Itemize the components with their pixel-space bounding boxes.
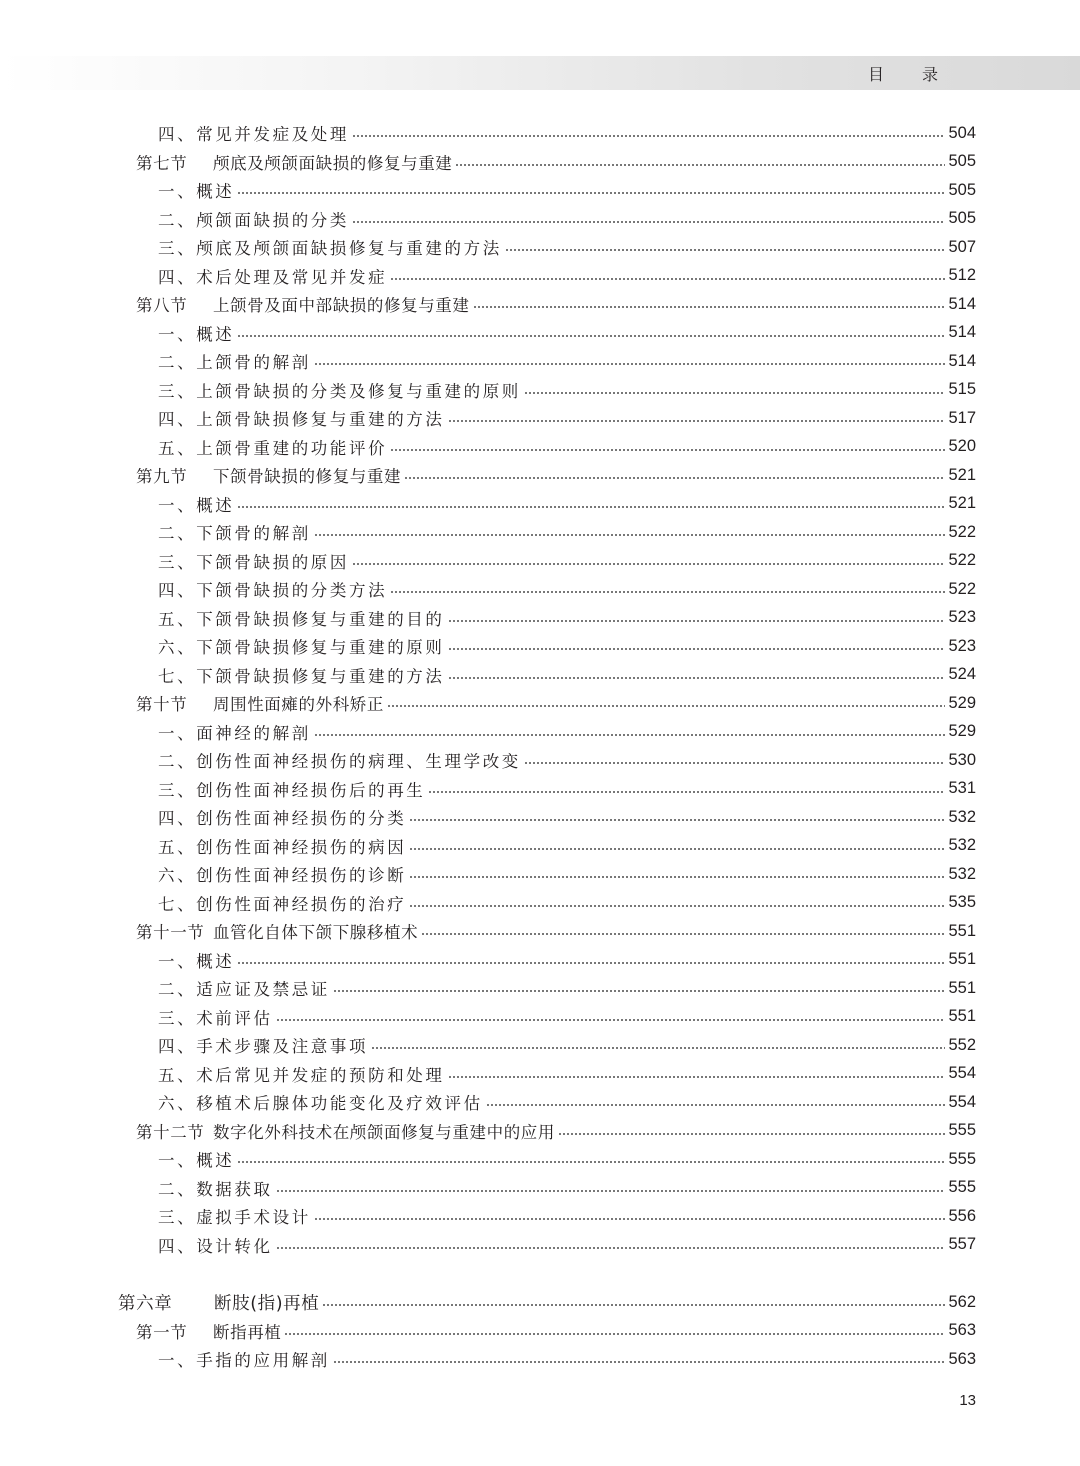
toc-page-number: 514 (948, 294, 976, 313)
toc-entry-title: 六、移植术后腺体功能变化及疗效评估 (158, 1094, 483, 1113)
toc-page-number: 520 (948, 437, 976, 455)
toc-item[interactable] (158, 775, 976, 803)
dot-leader (448, 404, 946, 432)
toc-item[interactable] (158, 746, 976, 774)
dot-leader (448, 632, 946, 660)
toc-entry-title: 二、下颌骨的解剖 (158, 524, 311, 543)
toc-page-number: 521 (948, 465, 976, 484)
toc-entry-title: 六、下颌骨缺损修复与重建的原则 (158, 638, 445, 657)
toc-entry-title: 颅底及颅颌面缺损的修复与重建 (213, 153, 453, 173)
dot-leader (333, 974, 946, 1002)
toc-entry-title: 下颌骨缺损的修复与重建 (213, 467, 402, 486)
toc-page-number: 514 (948, 323, 976, 341)
toc-entry-title: 四、术后处理及常见并发症 (158, 267, 388, 287)
toc-entry-title: 三、上颌骨缺损的分类及修复与重建的原则 (158, 381, 521, 401)
toc-page-number: 551 (948, 978, 976, 997)
dot-leader (387, 689, 945, 717)
toc-item[interactable] (158, 433, 976, 461)
dot-leader (448, 604, 946, 632)
toc-item[interactable] (158, 803, 976, 831)
toc-page-number: 529 (948, 722, 976, 740)
toc-page-number: 530 (948, 750, 976, 769)
toc-page-number: 532 (948, 807, 976, 826)
toc-page-number: 551 (948, 950, 976, 968)
toc-item[interactable] (158, 718, 976, 746)
dot-leader (333, 1345, 946, 1373)
dot-leader (448, 661, 946, 689)
toc-chapter[interactable] (118, 1288, 976, 1316)
toc-page-number: 532 (948, 864, 976, 883)
toc-item[interactable] (158, 176, 976, 204)
toc-item[interactable] (158, 1145, 976, 1173)
toc-item[interactable] (158, 1202, 976, 1230)
toc-page-number: 523 (948, 636, 976, 655)
toc-item[interactable] (158, 575, 976, 603)
dot-leader (237, 176, 945, 204)
toc-entry-title: 二、创伤性面神经损伤的病理、生理学改变 (158, 752, 521, 771)
toc-item[interactable] (158, 604, 976, 632)
toc-section[interactable] (136, 1317, 976, 1345)
toc-section-label: 第十一节 (136, 923, 205, 942)
dot-leader (404, 461, 945, 489)
toc-page-number: 555 (948, 1149, 976, 1168)
toc-page-number: 555 (948, 1178, 976, 1196)
dot-leader (473, 290, 946, 318)
toc-entry-title: 一、概述 (158, 495, 235, 515)
toc-section[interactable] (136, 290, 976, 318)
toc-item[interactable] (158, 1174, 976, 1202)
dot-leader (237, 1145, 945, 1173)
dot-leader (276, 1174, 946, 1202)
dot-leader (314, 718, 946, 746)
dot-leader (409, 832, 945, 860)
toc-page-number: 515 (948, 380, 976, 398)
toc-entry-title: 周围性面瘫的外科矫正 (213, 695, 384, 714)
toc-page-number: 554 (948, 1092, 976, 1111)
toc-section[interactable] (136, 148, 976, 176)
toc-page-number: 556 (948, 1206, 976, 1225)
toc-section-label: 第十二节 (136, 1122, 205, 1142)
toc-page-number: 551 (948, 921, 976, 940)
toc-page-number: 505 (948, 152, 976, 170)
toc-item[interactable] (158, 1231, 976, 1259)
toc-item[interactable] (158, 1060, 976, 1088)
toc-item[interactable] (158, 376, 976, 404)
toc-page-number: 532 (948, 836, 976, 854)
toc-item[interactable] (158, 119, 976, 147)
page-number: 13 (959, 1392, 976, 1409)
dot-leader (486, 1088, 946, 1116)
toc-entry-title: 二、适应证及禁忌证 (158, 980, 330, 999)
toc-section-label: 第九节 (136, 467, 188, 486)
dot-leader (314, 1202, 946, 1230)
dot-leader (284, 1317, 945, 1345)
toc-entry-title: 四、创伤性面神经损伤的分类 (158, 809, 407, 828)
toc-entry-title: 三、术前评估 (158, 1008, 273, 1028)
dot-leader (322, 1288, 945, 1316)
toc-page-number: 555 (948, 1121, 976, 1139)
toc-entry-title: 断肢(指)再植 (214, 1293, 320, 1314)
toc-page-number: 504 (948, 123, 976, 142)
toc-item[interactable] (158, 404, 976, 432)
toc-item[interactable] (158, 832, 976, 860)
dot-leader (352, 205, 945, 233)
toc-section[interactable] (136, 917, 976, 945)
toc-item[interactable] (158, 319, 976, 347)
dot-leader (409, 860, 945, 888)
toc-entry-title: 三、颅底及颅颌面缺损修复与重建的方法 (158, 239, 502, 258)
toc-entry-title: 四、下颌骨缺损的分类方法 (158, 581, 388, 600)
toc-item[interactable] (158, 946, 976, 974)
toc-section-label: 第一节 (136, 1322, 188, 1342)
toc-entry-title: 一、概述 (158, 1151, 235, 1170)
toc-page-number: 535 (948, 893, 976, 911)
toc-page-number: 523 (948, 608, 976, 626)
toc-entry-title: 一、概述 (158, 182, 235, 201)
dot-leader (352, 119, 945, 147)
toc-item[interactable] (158, 974, 976, 1002)
dot-leader (314, 518, 946, 546)
dot-leader (428, 775, 945, 803)
dot-leader (276, 1231, 946, 1259)
dot-leader (448, 1060, 946, 1088)
toc-entry-title: 七、下颌骨缺损修复与重建的方法 (158, 666, 445, 686)
toc-entry-title: 六、创伤性面神经损伤的诊断 (158, 866, 407, 885)
toc-item[interactable] (158, 262, 976, 290)
toc-page-number: 554 (948, 1064, 976, 1082)
toc-entry-title: 四、设计转化 (158, 1236, 273, 1256)
toc-entry-title: 一、概述 (158, 324, 235, 344)
toc-page-number: 512 (948, 266, 976, 284)
dot-leader (237, 490, 945, 518)
toc-entry-title: 上颌骨及面中部缺损的修复与重建 (213, 296, 470, 315)
toc-item[interactable] (158, 490, 976, 518)
toc-entry-title: 五、上颌骨重建的功能评价 (158, 438, 388, 458)
dot-leader (421, 917, 945, 945)
dot-leader (390, 433, 945, 461)
toc-item[interactable] (158, 1031, 976, 1059)
toc-item[interactable] (158, 889, 976, 917)
toc-entry-title: 七、创伤性面神经损伤的治疗 (158, 894, 407, 914)
toc-item[interactable] (158, 518, 976, 546)
dot-leader (524, 376, 946, 404)
toc-entry-title: 一、面神经的解剖 (158, 723, 311, 743)
dot-leader (390, 262, 945, 290)
toc-entry-title: 血管化自体下颌下腺移植术 (213, 923, 419, 942)
toc-page-number: 521 (948, 494, 976, 512)
toc-page-number: 505 (948, 180, 976, 199)
toc-page-number: 522 (948, 551, 976, 569)
toc-item[interactable] (158, 860, 976, 888)
dot-leader (237, 319, 945, 347)
dot-leader (276, 1003, 946, 1031)
toc-page-number: 522 (948, 579, 976, 598)
dot-leader (455, 148, 945, 176)
toc-entry-title: 二、上颌骨的解剖 (158, 353, 311, 372)
toc-item[interactable] (158, 347, 976, 375)
dot-leader (409, 889, 945, 917)
toc-page-number: 524 (948, 665, 976, 683)
toc-page-number: 522 (948, 522, 976, 541)
running-header-title: 目录 (867, 65, 976, 84)
toc-entry-title: 二、颅颌面缺损的分类 (158, 210, 349, 230)
toc-entry-title: 一、手指的应用解剖 (158, 1351, 330, 1370)
toc-page-number: 551 (948, 1007, 976, 1025)
toc-item[interactable] (158, 233, 976, 261)
toc-page-number: 531 (948, 779, 976, 797)
toc-page-number: 529 (948, 693, 976, 712)
toc-page-number: 552 (948, 1035, 976, 1054)
toc-entry-title: 断指再植 (213, 1322, 282, 1342)
toc-page-number: 507 (948, 237, 976, 256)
toc-item[interactable] (158, 547, 976, 575)
toc-entry-title: 一、概述 (158, 951, 235, 971)
toc-entry-title: 三、创伤性面神经损伤后的再生 (158, 780, 426, 800)
toc-page-number: 563 (948, 1349, 976, 1368)
toc-entry-title: 五、术后常见并发症的预防和处理 (158, 1065, 445, 1085)
toc-page-number: 514 (948, 351, 976, 370)
toc-section[interactable] (136, 461, 976, 489)
dot-leader (314, 347, 946, 375)
toc-item[interactable] (158, 1003, 976, 1031)
dot-leader (505, 233, 946, 261)
toc-section-label: 第七节 (136, 153, 188, 173)
dot-leader (371, 1031, 945, 1059)
dot-leader (409, 803, 945, 831)
toc-item[interactable] (158, 1345, 976, 1373)
toc-entry-title: 五、创伤性面神经损伤的病因 (158, 837, 407, 857)
toc-chapter-label: 第六章 (118, 1293, 173, 1314)
toc-item[interactable] (158, 632, 976, 660)
toc-item[interactable] (158, 1088, 976, 1116)
toc-section-label: 第十节 (136, 695, 188, 714)
toc-entry-title: 数字化外科技术在颅颌面修复与重建中的应用 (213, 1122, 555, 1142)
dot-leader (237, 946, 945, 974)
toc-entry-title: 四、手术步骤及注意事项 (158, 1037, 369, 1056)
toc-entry-title: 二、数据获取 (158, 1179, 273, 1199)
toc-section[interactable] (136, 689, 976, 717)
dot-leader (524, 746, 946, 774)
toc-entry-title: 四、上颌骨缺损修复与重建的方法 (158, 410, 445, 429)
toc-entry-title: 五、下颌骨缺损修复与重建的目的 (158, 609, 445, 629)
toc-item[interactable] (158, 205, 976, 233)
toc-page-number: 562 (948, 1292, 976, 1311)
dot-leader (352, 547, 945, 575)
toc-page-number: 557 (948, 1235, 976, 1253)
dot-leader (558, 1117, 945, 1145)
toc-entry-title: 三、下颌骨缺损的原因 (158, 552, 349, 572)
toc-item[interactable] (158, 661, 976, 689)
toc-page-number: 563 (948, 1321, 976, 1339)
toc-entry-title: 四、常见并发症及处理 (158, 125, 349, 144)
toc-page-number: 505 (948, 209, 976, 227)
toc-section-label: 第八节 (136, 296, 188, 315)
toc-entry-title: 三、虚拟手术设计 (158, 1208, 311, 1227)
toc-section[interactable] (136, 1117, 976, 1145)
dot-leader (390, 575, 945, 603)
toc-page-number: 517 (948, 408, 976, 427)
